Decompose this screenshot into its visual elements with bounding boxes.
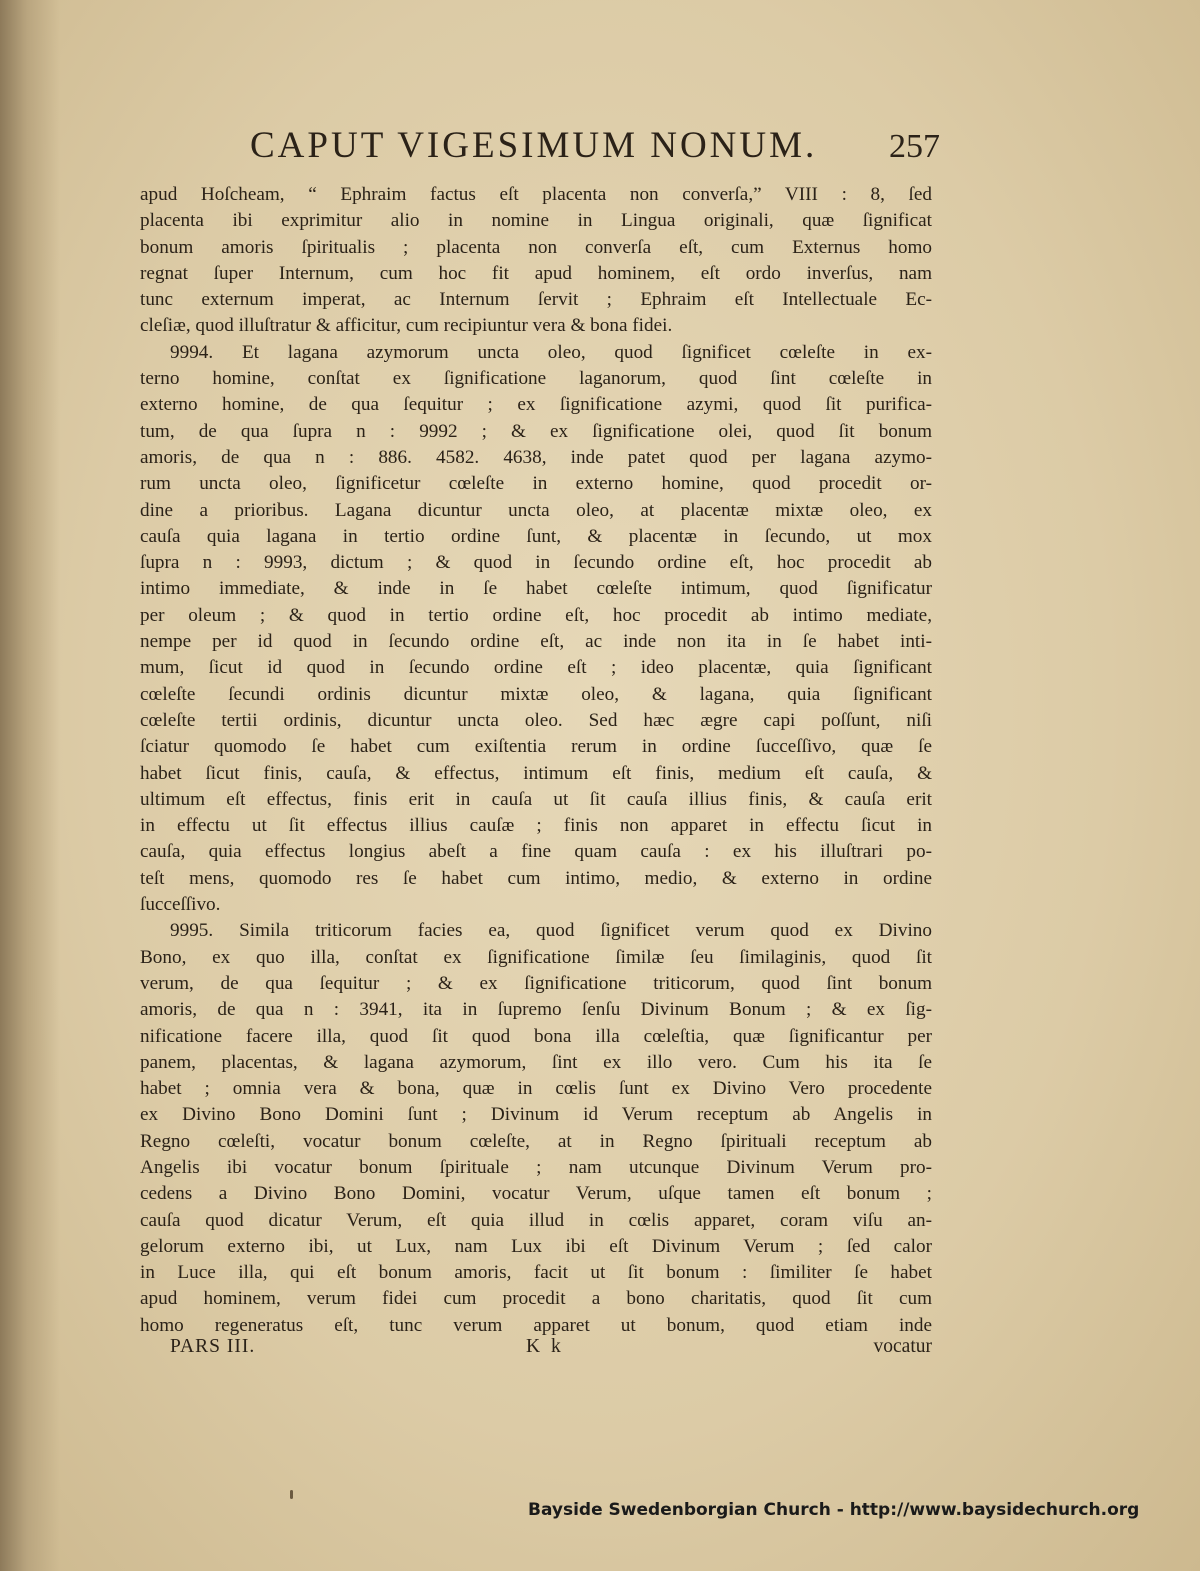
page-number: 257	[889, 128, 940, 165]
source-watermark: Bayside Swedenborgian Church - http://www.baysidechurch.org	[528, 1500, 1140, 1520]
text-line: habet ; omnia vera & bona, quæ in cœlis ſunt ex Divino Vero procedente	[140, 1078, 932, 1100]
catchword: vocatur	[873, 1336, 932, 1357]
text-line: amoris, de qua n : 3941, ita in ſupremo ſenſu Divinum Bonum ; & ex ſig-	[140, 999, 932, 1021]
text-line: habet ſicut finis, cauſa, & effectus, intimum eſt finis, medium eſt cauſa, &	[140, 762, 932, 784]
text-line: Regno cœleſti, vocatur bonum cœleſte, at in Regno ſpirituali receptum ab	[140, 1130, 932, 1152]
text-line: cleſiæ, quod illuſtratur & afficitur, cum recipiuntur vera & bona fidei.	[140, 315, 673, 337]
text-line: externo homine, de qua ſequitur ; ex ſignificatione azymi, quod ſit purifica-	[140, 394, 932, 416]
text-line: bonum amoris ſpiritualis ; placenta non converſa eſt, cum Externus homo	[140, 236, 932, 258]
text-line: Bono, ex quo illa, conſtat ex ſignificatione ſimilæ ſeu ſimilaginis, quod ſit	[140, 946, 932, 968]
text-line: cœleſte tertii ordinis, dicuntur uncta oleo. Sed hæc ægre capi poſſunt, niſi	[140, 709, 932, 731]
text-line: gelorum externo ibi, ut Lux, nam Lux ibi eſt Divinum Verum ; ſed calor	[140, 1235, 932, 1257]
text-line: nificatione facere illa, quod ſit quod bona illa cœleſtia, quæ ſignificantur per	[140, 1025, 932, 1047]
binding-shadow	[0, 0, 60, 1571]
text-line: ex Divino Bono Domini ſunt ; Divinum id Verum receptum ab Angelis in	[140, 1104, 932, 1126]
text-line: intimo immediate, & inde in ſe habet cœleſte intimum, quod ſignificatur	[140, 578, 932, 600]
text-line: cauſa quia lagana in tertio ordine ſunt, & placentæ in ſecundo, ut mox	[140, 525, 932, 547]
text-line: tunc externum imperat, ac Internum ſervit ; Ephraim eſt Intellectuale Ec-	[140, 289, 932, 311]
paper-speck	[290, 1490, 293, 1499]
text-line: apud hominem, verum fidei cum procedit a bono charitatis, quod ſit cum	[140, 1288, 932, 1310]
text-line: homo regeneratus eſt, tunc verum apparet ut bonum, quod etiam inde	[140, 1314, 932, 1336]
page-footer	[170, 1336, 932, 1364]
text-line: placenta ibi exprimitur alio in nomine in Lingua originali, quæ ſignificat	[140, 210, 932, 232]
text-line: ſupra n : 9993, dictum ; & quod in ſecundo ordine eſt, hoc procedit ab	[140, 552, 932, 574]
text-line: in effectu ut ſit effectus illius cauſæ ; finis non apparet in effectu ſicut in	[140, 815, 932, 837]
text-line: cauſa, quia effectus longius abeſt a fine quam cauſa : ex his illuſtrari po-	[140, 841, 932, 863]
text-line: panem, placentas, & lagana azymorum, ſint ex illo vero. Cum his ita ſe	[140, 1051, 932, 1073]
text-line: regnat ſuper Internum, cum hoc fit apud hominem, eſt ordo inverſus, nam	[140, 262, 932, 284]
text-line: ultimum eſt effectus, finis erit in cauſa ut ſit cauſa illius finis, & cauſa erit	[140, 788, 932, 810]
text-line: ſciatur quomodo ſe habet cum exiſtentia rerum in ordine ſucceſſivo, quæ ſe	[140, 736, 932, 758]
text-line: terno homine, conſtat ex ſignificatione laganorum, quod ſint cœleſte in	[140, 368, 932, 390]
text-line: cedens a Divino Bono Domini, vocatur Verum, uſque tamen eſt bonum ;	[140, 1183, 932, 1205]
text-line: dine a prioribus. Lagana dicuntur uncta oleo, at placentæ mixtæ oleo, ex	[140, 499, 932, 521]
text-line: verum, de qua ſequitur ; & ex ſignificatione triticorum, quod ſint bonum	[140, 972, 932, 994]
part-signature: PARS III.	[170, 1336, 256, 1357]
gathering-signature: K k	[526, 1336, 564, 1357]
text-line: ſucceſſivo.	[140, 894, 221, 916]
text-line: amoris, de qua n : 886. 4582. 4638, inde patet quod per lagana azymo-	[140, 446, 932, 468]
text-line: in Luce illa, qui eſt bonum amoris, facit ut ſit bonum : ſimiliter ſe habet	[140, 1262, 932, 1284]
body-text	[140, 182, 932, 1339]
page-header	[250, 120, 940, 170]
text-line: cœleſte ſecundi ordinis dicuntur mixtæ oleo, & lagana, quia ſignificant	[140, 683, 932, 705]
text-line: Angelis ibi vocatur bonum ſpirituale ; nam utcunque Divinum Verum pro-	[140, 1156, 932, 1178]
text-line: rum uncta oleo, ſignificetur cœleſte in externo homine, quod procedit or-	[140, 473, 932, 495]
running-head: CAPUT VIGESIMUM NONUM.	[250, 125, 818, 166]
paragraph-9995-start: 9995. Simila triticorum facies ea, quod ſignificet verum quod ex Divino	[170, 920, 932, 942]
text-line: tum, de qua ſupra n : 9992 ; & ex ſignificatione olei, quod ſit bonum	[140, 420, 932, 442]
text-line: mum, ſicut id quod in ſecundo ordine eſt ; ideo placentæ, quia ſignificant	[140, 657, 932, 679]
paragraph-9994-start: 9994. Et lagana azymorum uncta oleo, quod ſignificet cœleſte in ex-	[170, 341, 932, 363]
text-line: apud Hoſcheam, “ Ephraim factus eſt placenta non converſa,” VIII : 8, ſed	[140, 184, 932, 205]
text-line: teſt mens, quomodo res ſe habet cum intimo, medio, & externo in ordine	[140, 867, 932, 889]
text-line: nempe per id quod in ſecundo ordine eſt, ac inde non ita in ſe habet inti-	[140, 631, 932, 653]
text-line: per oleum ; & quod in tertio ordine eſt, hoc procedit ab intimo mediate,	[140, 604, 932, 626]
text-line: cauſa quod dicatur Verum, eſt quia illud in cœlis apparet, coram viſu an-	[140, 1209, 932, 1231]
